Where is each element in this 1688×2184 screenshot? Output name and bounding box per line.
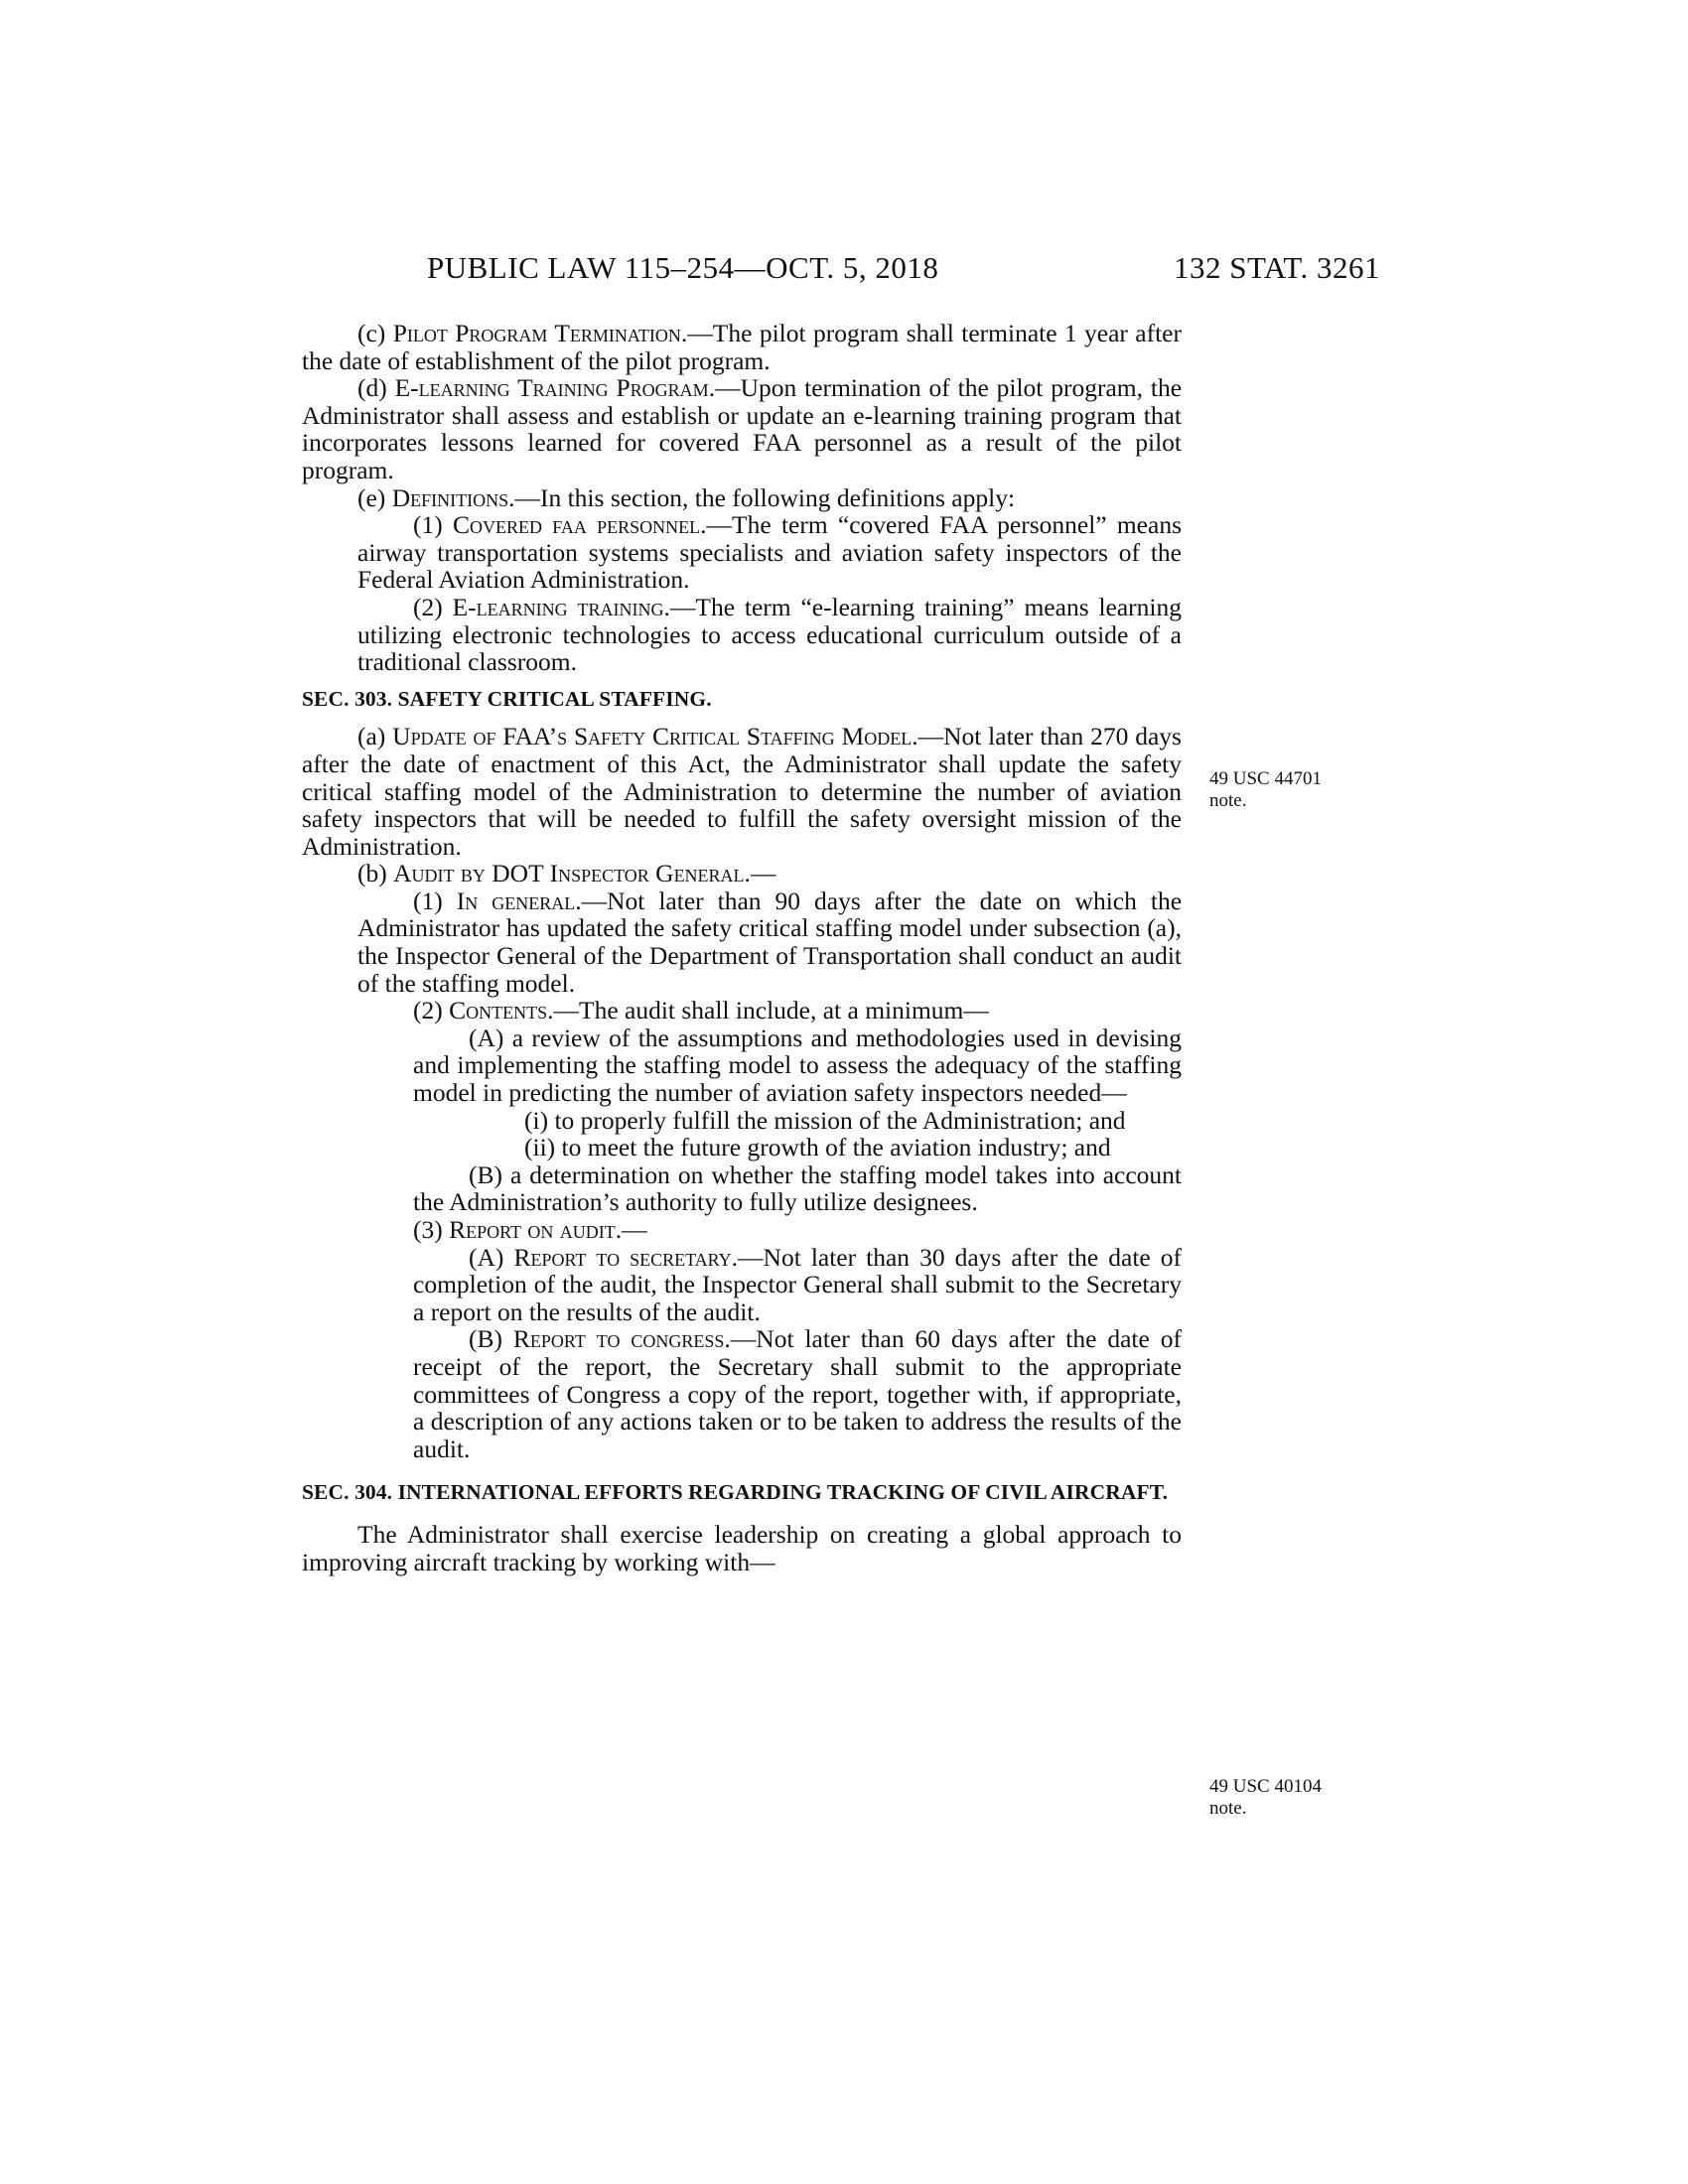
subsection-heading: Pilot Program Termination. bbox=[392, 319, 688, 347]
margin-note-label: note. bbox=[1209, 790, 1247, 811]
subparagraph-b2A: (A) a review of the assumptions and methodologies used in devising and implementing the staffing model to assess the adequacy of the staffing model in predicting the number of aviation safety inspectors needed— bbox=[413, 1023, 1182, 1108]
paragraph-heading: Contents. bbox=[449, 996, 554, 1025]
paragraph-e2: (2) E-learning training.—The term “e-learning training” means learning utilizing electronic technologies to access educational curriculum outside of a traditional classroom. bbox=[357, 592, 1183, 677]
subparagraph-b3B: (B) Report to congress.—Not later than 60 days after the date of receipt of the report, the Secretary shall submit to the appropriate committees of Congress a copy of the report, together with, if appropriate, a description of any actions taken or to be taken to address the results of the audit. bbox=[413, 1324, 1182, 1463]
margin-note-code: 49 USC 40104 bbox=[1209, 1776, 1322, 1797]
paragraph-b3: (3) Report on audit.— bbox=[413, 1215, 647, 1244]
subsection-c: (c) Pilot Program Termination.—The pilot program shall terminate 1 year after the date of establishment of the pilot program. bbox=[302, 319, 1182, 375]
subsection-heading: E-learning Training Program. bbox=[394, 373, 716, 403]
subsection-heading: Update of FAA’s Safety Critical Staffing Model. bbox=[392, 722, 918, 751]
paragraph-heading: E-learning training. bbox=[452, 592, 670, 621]
margin-note-code: 49 USC 44701 bbox=[1209, 768, 1322, 789]
subsection-heading: Audit by DOT Inspector General. bbox=[393, 859, 751, 888]
paragraph-b1: (1) In general.—Not later than 90 days after the date on which the Administrator has updated the safety critical staffing model under subsection (a), the Inspector General of the Department of Transportation shall conduct an audit of the staffing model. bbox=[357, 886, 1183, 998]
subparagraph-b3A: (A) Report to secretary.—Not later than 30 days after the date of completion of the audit, the Inspector General shall submit to the Secretary a report on the results of the audit. bbox=[413, 1242, 1183, 1326]
subparagraph-heading: Report to secretary. bbox=[513, 1242, 739, 1272]
running-head-title: PUBLIC LAW 115–254—OCT. 5, 2018 bbox=[427, 250, 939, 285]
subsection-b: (b) Audit by DOT Inspector General.— bbox=[357, 859, 776, 888]
clause-b2Ai: (i) to properly fulfill the mission of the Administration; and bbox=[524, 1105, 1126, 1135]
section-303-heading: SEC. 303. SAFETY CRITICAL STAFFING. bbox=[302, 686, 712, 711]
paragraph-heading: Covered faa personnel. bbox=[452, 510, 707, 540]
margin-note-sec303 bbox=[1209, 768, 1322, 812]
paragraph-b2: (2) Contents.—The audit shall include, at a minimum— bbox=[413, 996, 989, 1025]
paragraph-heading: In general. bbox=[456, 886, 582, 915]
subsection-e: (e) Definitions.—In this section, the following definitions apply: bbox=[357, 482, 1016, 512]
statute-body bbox=[302, 320, 1182, 1576]
paragraph-heading: Report on audit. bbox=[449, 1215, 623, 1244]
subparagraph-b2B: (B) a determination on whether the staffing model takes into account the Administration’s authority to fully utilize designees. bbox=[413, 1160, 1182, 1217]
section-304-heading: SEC. 304. INTERNATIONAL EFFORTS REGARDING TRACKING OF CIVIL AIRCRAFT. bbox=[302, 1480, 1169, 1505]
margin-note-label: note. bbox=[1209, 1798, 1247, 1819]
subsection-a: (a) Update of FAA’s Safety Critical Staffing Model.—Not later than 270 days after the date of enactment of this Act, the Administrator shall update the safety critical staffing model of the Administration to determine the number of aviation safety inspectors that will be needed to fulfill the safety oversight mission of the Administration. bbox=[302, 722, 1182, 861]
statute-page-number: 132 STAT. 3261 bbox=[1173, 250, 1380, 285]
subsection-d: (d) E-learning Training Program.—Upon termination of the pilot program, the Administrator shall assess and establish or update an e-learning training program that incorporates lessons learned for covered FAA personnel as a result of the pilot program. bbox=[302, 373, 1183, 484]
subsection-heading: Definitions. bbox=[391, 482, 515, 512]
paragraph-e1: (1) Covered faa personnel.—The term “covered FAA personnel” means airway transportation systems specialists and aviation safety inspectors of the Federal Aviation Administration. bbox=[357, 510, 1182, 595]
page-header bbox=[427, 250, 1380, 290]
section-304-text: The Administrator shall exercise leadership on creating a global approach to improving aircraft tracking by working with— bbox=[302, 1520, 1182, 1576]
clause-b2Aii: (ii) to meet the future growth of the aviation industry; and bbox=[524, 1133, 1111, 1162]
subparagraph-heading: Report to congress. bbox=[512, 1324, 731, 1354]
margin-note-sec304 bbox=[1209, 1776, 1322, 1820]
